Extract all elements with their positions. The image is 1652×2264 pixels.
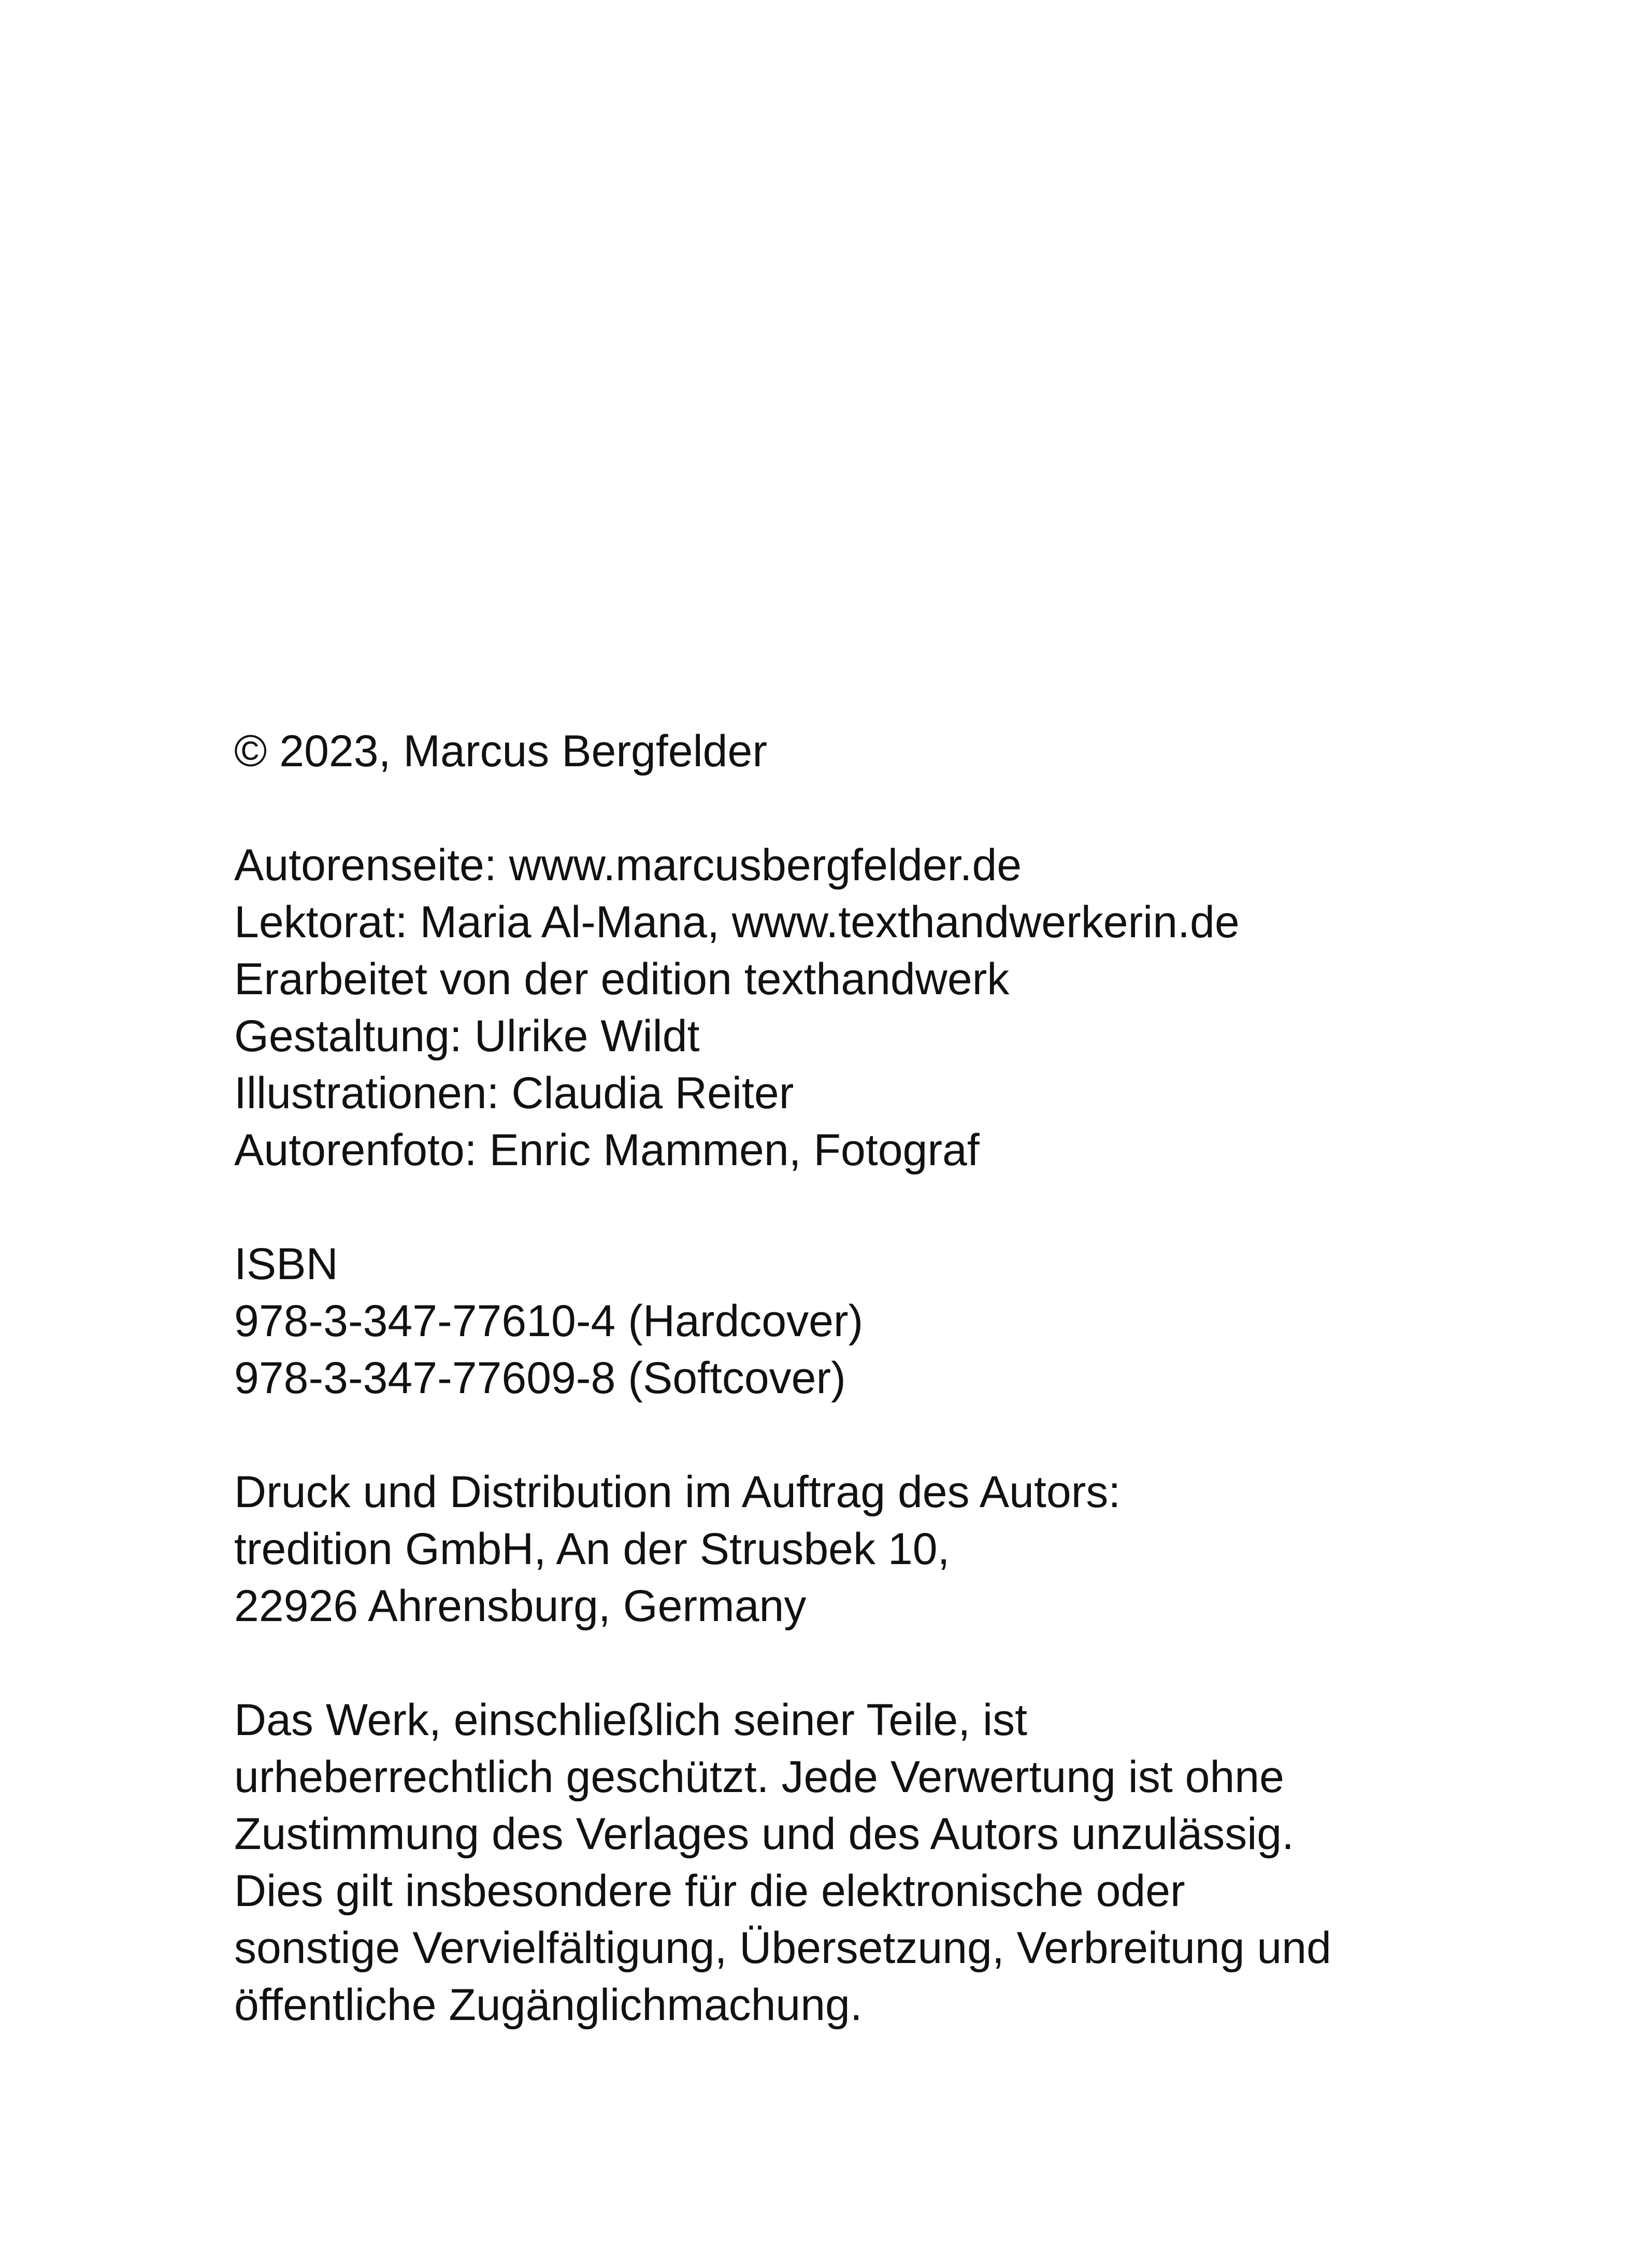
credit-editing: Lektorat: Maria Al-Mana, www.texthandwerkerin.de xyxy=(234,897,1240,947)
spacer xyxy=(234,780,1622,837)
credit-design: Gestaltung: Ulrike Wildt xyxy=(234,1011,700,1061)
spacer xyxy=(234,1179,1622,1236)
spacer xyxy=(234,1635,1622,1692)
credit-author-photo: Autorenfoto: Enric Mammen, Fotograf xyxy=(234,1125,980,1175)
publisher-line: 22926 Ahrensburg, Germany xyxy=(234,1581,807,1631)
legal-line: urheberrechtlich geschützt. Jede Verwertung ist ohne xyxy=(234,1752,1284,1802)
spacer xyxy=(234,1407,1622,1464)
publisher-section xyxy=(234,1464,1622,1635)
isbn-softcover: 978-3-347-77609-8 (Softcover) xyxy=(234,1353,846,1403)
credits-section xyxy=(234,837,1622,1179)
legal-line: Zustimmung des Verlages und des Autors unzulässig. xyxy=(234,1809,1295,1859)
credit-edition: Erarbeitet von der edition texthandwerk xyxy=(234,954,1010,1004)
isbn-heading: ISBN xyxy=(234,1239,338,1289)
legal-line: Das Werk, einschließlich seiner Teile, ist xyxy=(234,1695,1028,1745)
isbn-section xyxy=(234,1236,1622,1407)
legal-line: Dies gilt insbesondere für die elektronische oder xyxy=(234,1866,1185,1916)
isbn-hardcover: 978-3-347-77610-4 (Hardcover) xyxy=(234,1296,864,1346)
credit-author-site: Autorenseite: www.marcusbergfelder.de xyxy=(234,840,1022,890)
publisher-line: tredition GmbH, An der Strusbek 10, xyxy=(234,1524,950,1574)
legal-notice xyxy=(234,1692,1622,2033)
legal-line: sonstige Vervielfältigung, Übersetzung, Verbreitung und xyxy=(234,1923,1331,1973)
publisher-line: Druck und Distribution im Auftrag des Autors: xyxy=(234,1467,1121,1517)
credit-illustrations: Illustrationen: Claudia Reiter xyxy=(234,1068,794,1118)
copyright-line: © 2023, Marcus Bergfelder xyxy=(234,726,767,776)
imprint-block xyxy=(234,723,1622,2033)
legal-line: öffentliche Zugänglichmachung. xyxy=(234,1980,863,2030)
